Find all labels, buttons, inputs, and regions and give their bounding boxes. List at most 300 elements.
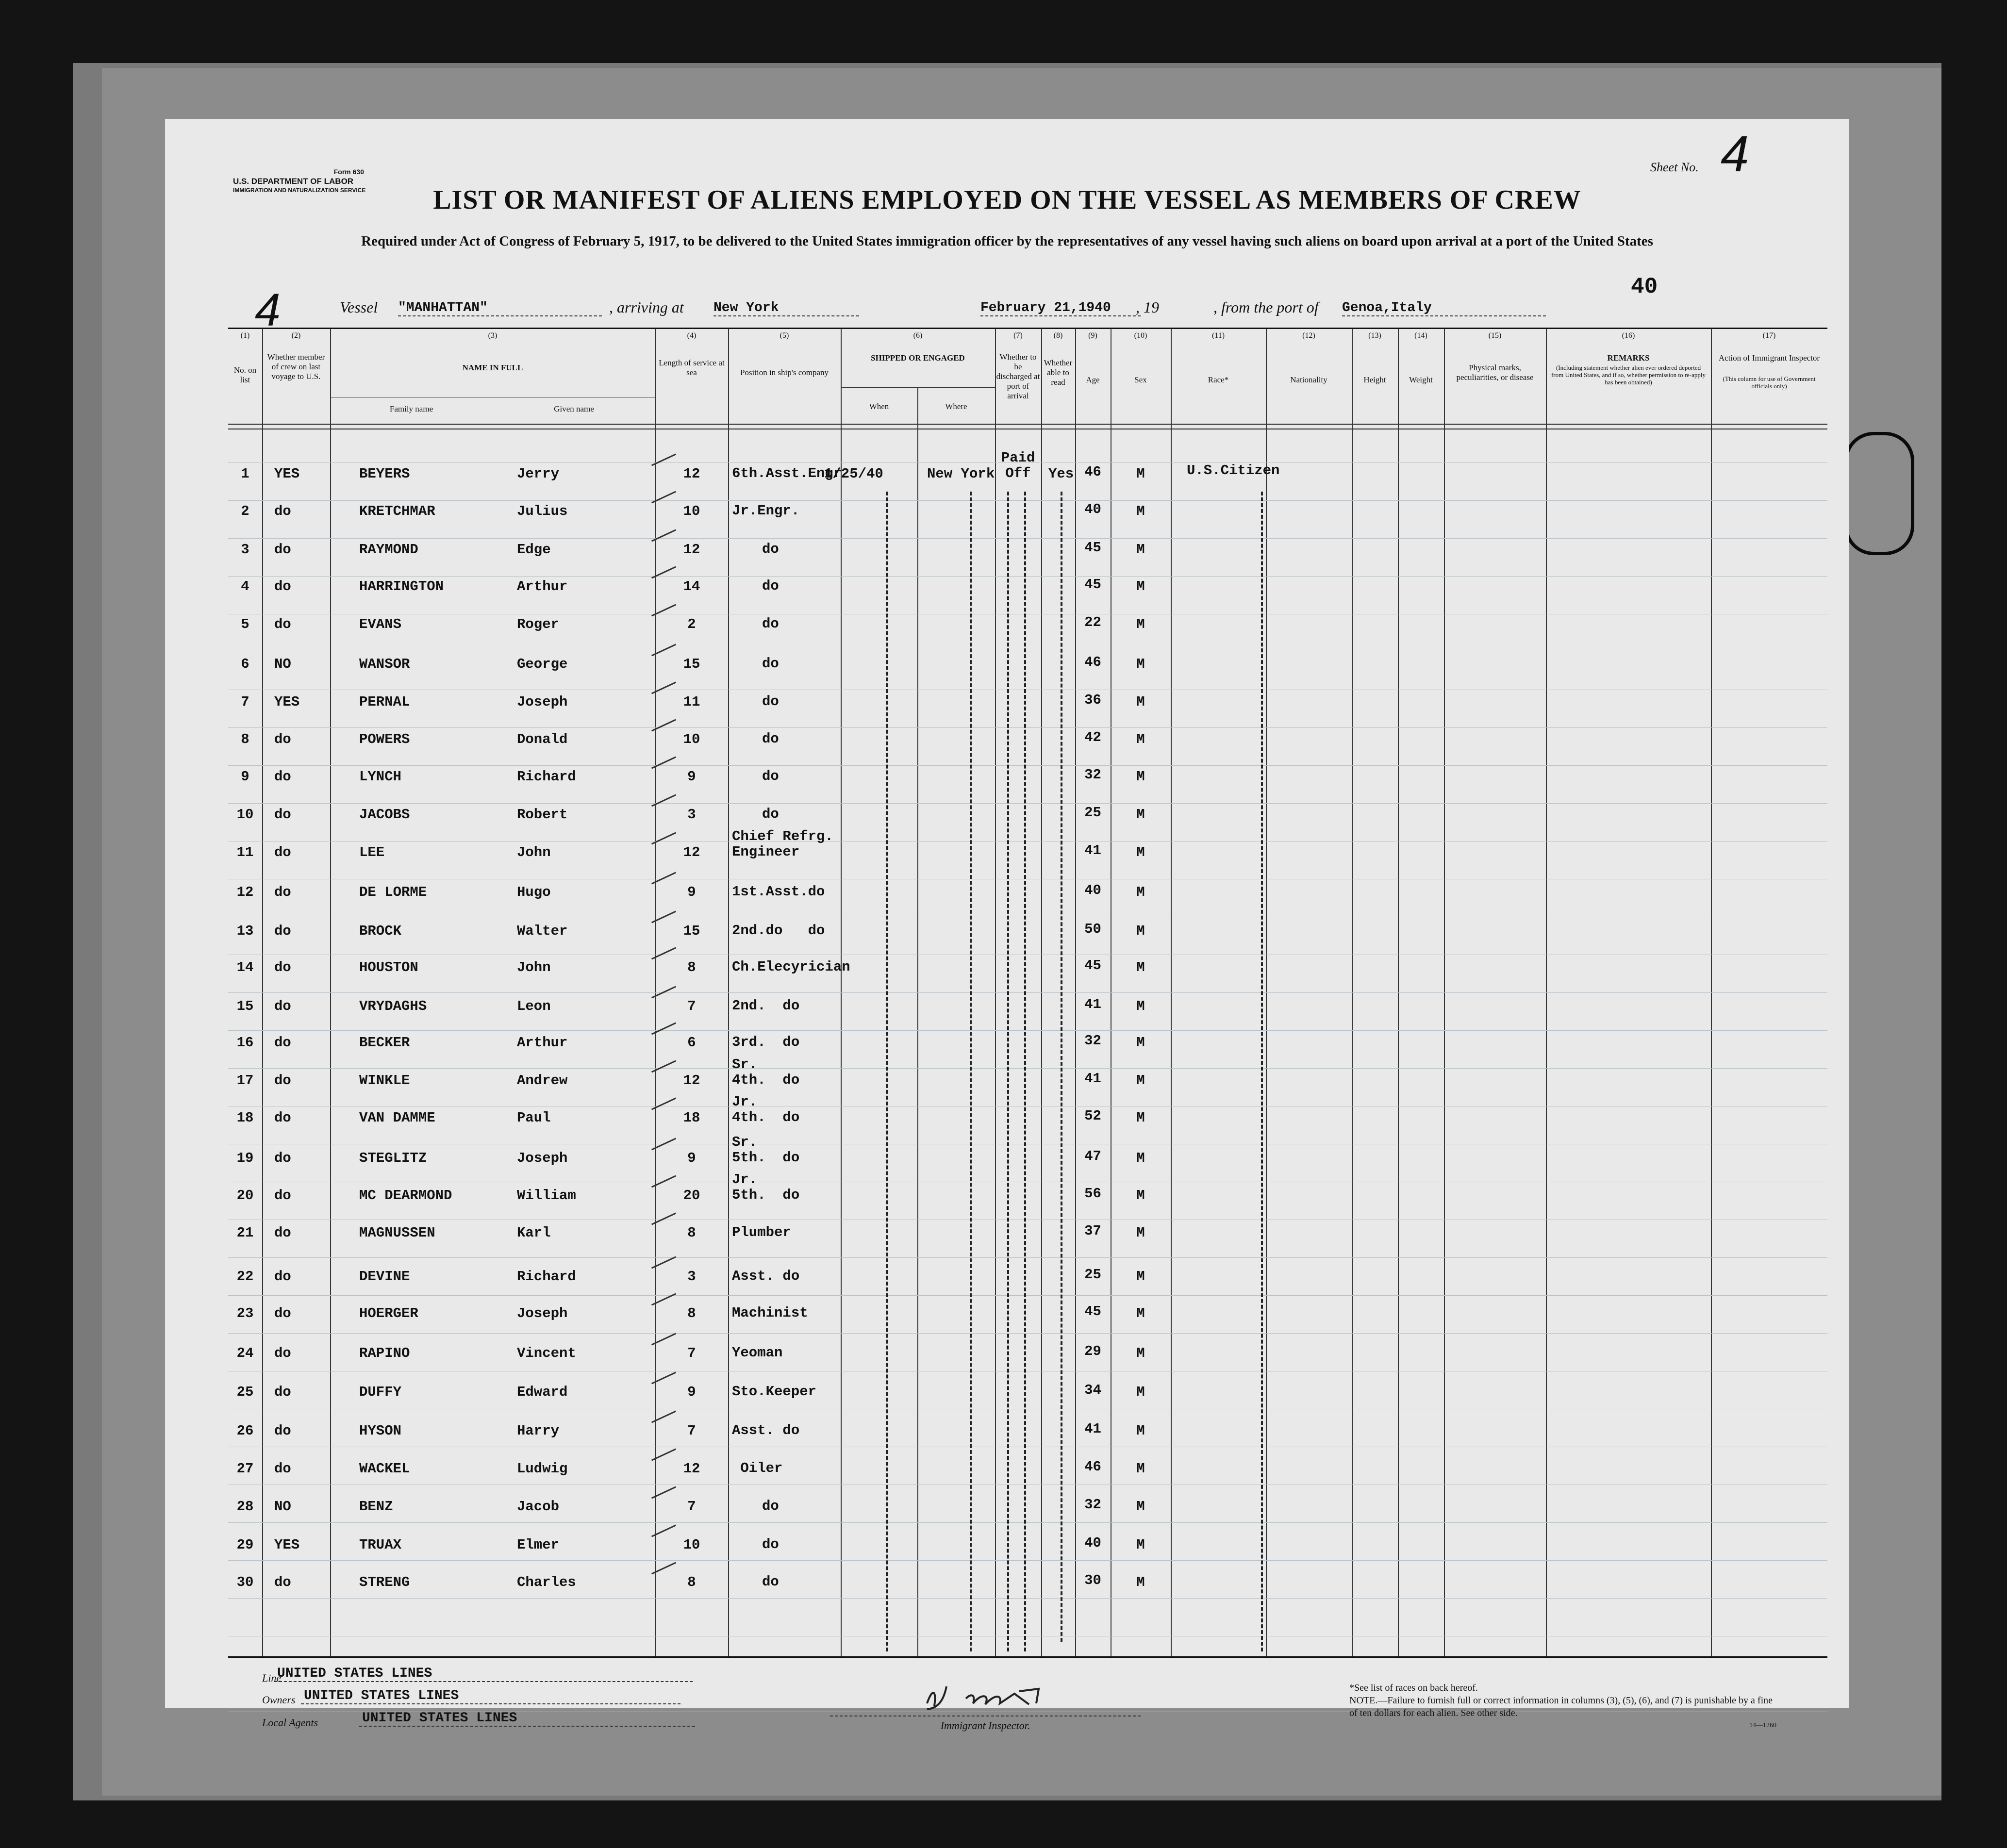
table-row: [228, 496, 1827, 534]
position: Sr. 5th. do: [732, 1134, 800, 1166]
family-name: KRETCHMAR: [359, 503, 435, 519]
position: Sto.Keeper: [732, 1384, 817, 1400]
last-voyage: do: [274, 1461, 291, 1477]
age: 32: [1084, 1033, 1101, 1049]
last-voyage: do: [274, 542, 291, 558]
family-name: BENZ: [359, 1499, 393, 1515]
column-header-family-name: Family name: [389, 404, 433, 413]
last-voyage: do: [274, 807, 291, 823]
age: 32: [1084, 1497, 1101, 1513]
table-row: [228, 1454, 1827, 1492]
position: Jr. 4th. do: [732, 1094, 800, 1125]
last-voyage: do: [274, 1225, 291, 1241]
family-name: BECKER: [359, 1035, 410, 1051]
ditto-line: [1007, 492, 1009, 1651]
given-name: Elmer: [517, 1537, 560, 1553]
table-row: [228, 1262, 1827, 1300]
family-name: BROCK: [359, 923, 402, 939]
sex: M: [1136, 731, 1145, 747]
table-row: [228, 687, 1827, 725]
column-header-action: Action of Immigrant Inspector: [1718, 353, 1820, 363]
age: 41: [1084, 1421, 1101, 1437]
family-name: HOUSTON: [359, 959, 418, 975]
row-number: 23: [236, 1305, 254, 1321]
family-name: HYSON: [359, 1423, 402, 1439]
row-number: 7: [241, 694, 249, 710]
handwritten-circle-mark: [1844, 432, 1914, 555]
family-name: STRENG: [359, 1574, 410, 1590]
column-header-discharged: Whether to be discharged at port of arrival: [996, 352, 1040, 400]
length-of-service: 9: [687, 1384, 696, 1400]
ditto-line: [970, 492, 972, 1651]
position: Oiler: [732, 1460, 783, 1476]
age: 29: [1084, 1343, 1101, 1359]
age: 42: [1084, 729, 1101, 745]
table-row: [228, 535, 1827, 573]
length-of-service: 8: [687, 959, 696, 975]
length-of-service: 7: [687, 1423, 696, 1439]
owners-value: UNITED STATES LINES: [301, 1688, 680, 1704]
length-of-service: 14: [683, 578, 700, 594]
age: 45: [1084, 540, 1101, 556]
row-number: 8: [241, 731, 249, 747]
shipped-where-value: New York: [927, 466, 995, 482]
position: 6th.Asst.Engr: [732, 465, 842, 481]
age: 46: [1084, 1459, 1101, 1475]
length-of-service: 20: [683, 1188, 700, 1204]
table-row: [228, 953, 1827, 990]
column-number: (13): [1368, 331, 1381, 340]
table-row: [228, 1172, 1827, 1219]
sex: M: [1136, 844, 1145, 860]
table-row: [228, 1028, 1827, 1066]
arriving-port: New York: [713, 300, 859, 316]
race-value: U.S.Citizen: [1187, 462, 1280, 478]
column-number: (15): [1488, 331, 1502, 340]
row-number: 16: [236, 1035, 254, 1051]
last-voyage: do: [274, 769, 291, 785]
column-header-name: NAME IN FULL: [462, 363, 523, 372]
given-name: Julius: [517, 503, 568, 519]
family-name: BEYERS: [359, 466, 410, 482]
sex: M: [1136, 1110, 1145, 1126]
last-voyage: YES: [274, 694, 300, 710]
age: 45: [1084, 957, 1101, 974]
position: Chief Refrg. Engineer: [732, 828, 833, 860]
given-name: John: [517, 844, 551, 860]
table-row: [228, 1568, 1827, 1605]
sex: M: [1136, 1345, 1145, 1361]
family-name: RAPINO: [359, 1345, 410, 1361]
column-header-action-detail: (This column for use of Government officials only): [1723, 375, 1816, 390]
sex: M: [1136, 1035, 1145, 1051]
position: 3rd. do: [732, 1034, 800, 1050]
table-row: [228, 649, 1827, 687]
family-name: DUFFY: [359, 1384, 402, 1400]
sex: M: [1136, 1150, 1145, 1166]
race-footnote: *See list of races on back hereof.: [1349, 1683, 1478, 1693]
table-row: [228, 800, 1827, 838]
column-header-service: Length of service at sea: [659, 358, 725, 377]
given-name: George: [517, 656, 568, 672]
family-name: STEGLITZ: [359, 1150, 427, 1166]
table-row: [228, 991, 1827, 1029]
family-name: WINKLE: [359, 1072, 410, 1089]
length-of-service: 7: [687, 1499, 696, 1515]
row-number: 3: [241, 542, 249, 558]
sex: M: [1136, 807, 1145, 823]
local-agents-value: UNITED STATES LINES: [359, 1711, 695, 1727]
last-voyage: do: [274, 844, 291, 860]
last-voyage: do: [274, 1384, 291, 1400]
family-name: EVANS: [359, 616, 402, 632]
column-number: (5): [780, 331, 789, 340]
sex: M: [1136, 1574, 1145, 1590]
column-header-nationality: Nationality: [1290, 375, 1327, 384]
row-number: 9: [241, 769, 249, 785]
position: do: [762, 1536, 779, 1552]
position: Sr. 4th. do: [732, 1056, 800, 1088]
age: 41: [1084, 996, 1101, 1012]
sex: M: [1136, 769, 1145, 785]
column-header-no: No. on list: [233, 365, 257, 384]
family-name: VRYDAGHS: [359, 998, 427, 1014]
given-name: Arthur: [517, 578, 568, 594]
last-voyage: do: [274, 1345, 291, 1361]
column-number: (1): [240, 331, 250, 340]
sex: M: [1136, 1499, 1145, 1515]
sex: M: [1136, 1537, 1145, 1553]
given-name: Roger: [517, 616, 560, 632]
manifest-page: [165, 119, 1849, 1732]
requirement-text: Required under Act of Congress of February 5, 1917, to be delivered to the United States immigration officer by the representatives of any vessel having such aliens on board upon arrival at a port of the United States: [361, 233, 1653, 249]
last-voyage: do: [274, 884, 291, 900]
position: Asst. do: [732, 1422, 800, 1438]
sex: M: [1136, 1269, 1145, 1285]
length-of-service: 8: [687, 1225, 696, 1241]
ditto-line: [1061, 492, 1062, 1642]
length-of-service: 9: [687, 884, 696, 900]
sex: M: [1136, 466, 1145, 482]
row-number: 4: [241, 578, 249, 594]
row-number: 28: [236, 1499, 254, 1515]
position: Jr. 5th. do: [732, 1172, 800, 1203]
family-name: JACOBS: [359, 807, 410, 823]
family-name: HOERGER: [359, 1305, 418, 1321]
form-code: 14—1260: [1749, 1722, 1776, 1729]
sex: M: [1136, 1384, 1145, 1400]
handwritten-number: 4: [255, 284, 281, 336]
length-of-service: 10: [683, 1537, 700, 1553]
given-name: Joseph: [517, 1150, 568, 1166]
table-row: [228, 572, 1827, 610]
last-voyage: do: [274, 959, 291, 975]
column-number: (16): [1622, 331, 1635, 340]
last-voyage: do: [274, 1072, 291, 1089]
length-of-service: 7: [687, 998, 696, 1014]
length-of-service: 3: [687, 807, 696, 823]
given-name: Leon: [517, 998, 551, 1014]
age: 37: [1084, 1223, 1101, 1239]
column-header-weight: Weight: [1409, 375, 1433, 384]
given-name: Vincent: [517, 1345, 576, 1361]
row-number: 20: [236, 1188, 254, 1204]
column-number: (11): [1211, 331, 1225, 340]
age: 36: [1084, 692, 1101, 708]
row-number: 17: [236, 1072, 254, 1089]
column-header-height: Height: [1363, 375, 1386, 384]
position: do: [762, 656, 779, 672]
column-number: (7): [1013, 331, 1023, 340]
sex: M: [1136, 503, 1145, 519]
family-name: MC DEARMOND: [359, 1188, 452, 1204]
column-header-where: Where: [945, 402, 967, 411]
row-rule: [228, 1257, 1827, 1258]
local-agents-label: Local Agents: [262, 1716, 318, 1729]
from-port: Genoa,Italy: [1342, 300, 1546, 316]
sheet-label: Sheet No.: [1650, 160, 1699, 174]
ditto-line: [1261, 492, 1263, 1651]
table-row: [228, 1056, 1827, 1104]
column-header-position: Position in ship's company: [740, 368, 829, 377]
family-name: LEE: [359, 844, 385, 860]
length-of-service: 9: [687, 1150, 696, 1166]
position: 2nd. do: [732, 998, 800, 1014]
row-number: 22: [236, 1269, 254, 1285]
given-name: Arthur: [517, 1035, 568, 1051]
age: 25: [1084, 1267, 1101, 1283]
arriving-label: , arriving at: [609, 298, 684, 316]
position: do: [762, 541, 779, 557]
row-number: 6: [241, 656, 249, 672]
last-voyage: NO: [274, 1499, 291, 1515]
age: 41: [1084, 842, 1101, 858]
table-row: [228, 725, 1827, 762]
given-name: Paul: [517, 1110, 551, 1126]
footnote: [1349, 1682, 1776, 1732]
given-name: Jacob: [517, 1499, 560, 1515]
position: do: [762, 1574, 779, 1590]
sex: M: [1136, 1423, 1145, 1439]
position: Ch.Elecyrician: [732, 959, 850, 975]
vessel-name: "MANHATTAN": [398, 300, 602, 316]
family-name: RAYMOND: [359, 542, 418, 558]
table-row: [228, 1338, 1827, 1376]
column-header-shipped: SHIPPED OR ENGAGED: [871, 353, 965, 363]
last-voyage: do: [274, 998, 291, 1014]
column-number: (4): [687, 331, 697, 340]
sex: M: [1136, 884, 1145, 900]
row-number: 13: [236, 923, 254, 939]
position: do: [762, 1498, 779, 1514]
crew-count: 40: [1631, 274, 1658, 299]
given-name: Walter: [517, 923, 568, 939]
length-of-service: 8: [687, 1305, 696, 1321]
column-number: (12): [1302, 331, 1315, 340]
table-row: [228, 762, 1827, 800]
shipped-subheader-line: [841, 387, 995, 388]
age: 46: [1084, 464, 1101, 480]
length-of-service: 12: [683, 466, 700, 482]
family-name: VAN DAMME: [359, 1110, 435, 1126]
column-header-sex: Sex: [1134, 375, 1147, 384]
age: 41: [1084, 1071, 1101, 1087]
family-name: PERNAL: [359, 694, 410, 710]
length-of-service: 9: [687, 769, 696, 785]
column-number: (14): [1414, 331, 1427, 340]
length-of-service: 12: [683, 1072, 700, 1089]
sex: M: [1136, 694, 1145, 710]
table-row: [228, 1416, 1827, 1454]
column-header-when: When: [869, 402, 889, 411]
row-number: 27: [236, 1461, 254, 1477]
table-row: [228, 1218, 1827, 1256]
family-name: DEVINE: [359, 1269, 410, 1285]
last-voyage: do: [274, 1574, 291, 1590]
column-header-age: Age: [1086, 375, 1100, 384]
age: 52: [1084, 1108, 1101, 1124]
age: 40: [1084, 1535, 1101, 1551]
column-number: (3): [488, 331, 498, 340]
age: 47: [1084, 1148, 1101, 1164]
table-row: [228, 1492, 1827, 1530]
sex: M: [1136, 616, 1145, 632]
sex: M: [1136, 1188, 1145, 1204]
age: 25: [1084, 805, 1101, 821]
last-voyage: NO: [274, 656, 291, 672]
given-name: Robert: [517, 807, 568, 823]
position: Plumber: [732, 1224, 791, 1240]
column-number: (10): [1134, 331, 1147, 340]
column-number: (6): [913, 331, 923, 340]
length-of-service: 10: [683, 503, 700, 519]
sex: M: [1136, 578, 1145, 594]
given-name: Edward: [517, 1384, 568, 1400]
length-of-service: 15: [683, 923, 700, 939]
row-number: 10: [236, 807, 254, 823]
family-name: LYNCH: [359, 769, 402, 785]
age: 50: [1084, 921, 1101, 937]
given-name: Harry: [517, 1423, 560, 1439]
age: 56: [1084, 1186, 1101, 1202]
family-name: HARRINGTON: [359, 578, 444, 594]
last-voyage: do: [274, 1269, 291, 1285]
inspector-signature: [917, 1679, 1078, 1713]
sex: M: [1136, 1072, 1145, 1089]
position: do: [762, 731, 779, 747]
from-port-label: , from the port of: [1213, 298, 1319, 316]
vessel-label: Vessel: [340, 298, 378, 316]
last-voyage: do: [274, 1188, 291, 1204]
family-name: TRUAX: [359, 1537, 402, 1553]
column-number: (17): [1762, 331, 1776, 340]
sex: M: [1136, 542, 1145, 558]
row-number: 30: [236, 1574, 254, 1590]
given-name: Charles: [517, 1574, 576, 1590]
column-header-race: Race*: [1208, 375, 1229, 384]
ditto-line: [1024, 492, 1026, 1651]
sex: M: [1136, 1305, 1145, 1321]
penalty-note: NOTE.—Failure to furnish full or correct information in columns (3), (5), (6), and (7) is punishable by a fine of ten dollars for each alien. See other side.: [1349, 1695, 1773, 1718]
length-of-service: 3: [687, 1269, 696, 1285]
last-voyage: do: [274, 1150, 291, 1166]
given-name: Ludwig: [517, 1461, 568, 1477]
row-number: 5: [241, 616, 249, 632]
sex: M: [1136, 959, 1145, 975]
table-row: [228, 610, 1827, 647]
year-label: , 19: [1136, 298, 1159, 316]
length-of-service: 2: [687, 616, 696, 632]
given-name: Hugo: [517, 884, 551, 900]
last-voyage: do: [274, 1110, 291, 1126]
given-name: Richard: [517, 769, 576, 785]
column-header-last-voyage: Whether member of crew on last voyage to U.S.: [267, 352, 325, 381]
table-row: [228, 1134, 1827, 1181]
header-divider: [228, 424, 1827, 425]
ditto-line: [886, 492, 888, 1651]
row-number: 15: [236, 998, 254, 1014]
family-name: POWERS: [359, 731, 410, 747]
column-header-remarks-detail: (Including statement whether alien ever ordered deported from United States, and if so, whether permission to re-apply has been obtained): [1551, 364, 1706, 386]
length-of-service: 10: [683, 731, 700, 747]
length-of-service: 12: [683, 542, 700, 558]
position: do: [762, 578, 779, 594]
row-number: 12: [236, 884, 254, 900]
given-name: Donald: [517, 731, 568, 747]
sex: M: [1136, 998, 1145, 1014]
service-name: IMMIGRATION AND NATURALIZATION SERVICE: [233, 187, 366, 194]
given-name: Jerry: [517, 466, 560, 482]
given-name: Andrew: [517, 1072, 568, 1089]
length-of-service: 11: [683, 694, 700, 710]
table-row: [228, 828, 1827, 875]
position: 1st.Asst.do: [732, 884, 825, 900]
table-row: [228, 1530, 1827, 1568]
form-number: Form 630: [333, 168, 364, 176]
able-to-read-value: Yes: [1048, 466, 1074, 482]
shipped-when-value: 1/25/40: [824, 466, 883, 482]
position: do: [762, 616, 779, 632]
column-number: (9): [1088, 331, 1097, 340]
column-number: (2): [291, 331, 301, 340]
length-of-service: 6: [687, 1035, 696, 1051]
row-number: 11: [236, 844, 254, 860]
row-number: 18: [236, 1110, 254, 1126]
last-voyage: do: [274, 731, 291, 747]
age: 30: [1084, 1572, 1101, 1588]
row-number: 29: [236, 1537, 254, 1553]
position: Jr.Engr.: [732, 503, 800, 519]
family-name: MAGNUSSEN: [359, 1225, 435, 1241]
given-name: Joseph: [517, 1305, 568, 1321]
line-value: UNITED STATES LINES: [274, 1666, 693, 1682]
last-voyage: do: [274, 923, 291, 939]
family-name: DE LORME: [359, 884, 427, 900]
row-number: 1: [241, 466, 249, 482]
row-number: 2: [241, 503, 249, 519]
row-number: 14: [236, 959, 254, 975]
row-number: 19: [236, 1150, 254, 1166]
owners-label: Owners: [262, 1694, 296, 1706]
inspector-label: Immigrant Inspector.: [830, 1716, 1141, 1732]
length-of-service: 12: [683, 1461, 700, 1477]
length-of-service: 12: [683, 844, 700, 860]
last-voyage: YES: [274, 466, 300, 482]
table-row: [228, 1299, 1827, 1336]
given-name: Karl: [517, 1225, 551, 1241]
table-row: [228, 877, 1827, 915]
age: 40: [1084, 882, 1101, 898]
